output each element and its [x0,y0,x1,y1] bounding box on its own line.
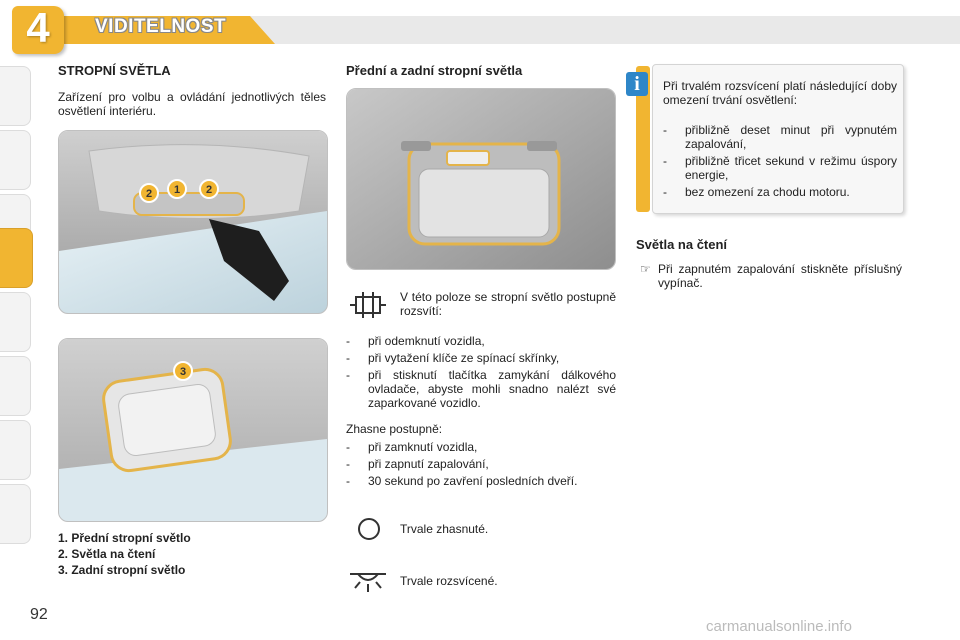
on-conditions-list [346,334,616,413]
off-mode-text: Trvale zhasnuté. [400,522,489,536]
light-on-icon [350,566,386,592]
list-item: - při vytažení klíče ze spínací skřínky, [346,351,616,365]
list-item: - při odemknutí vozidla, [346,334,616,348]
badge-1: 1 [173,184,181,196]
info-list [663,123,897,202]
badge-2-left: 2 [145,188,153,200]
list-item: - při zamknutí vozidla, [346,440,616,454]
door-mode-text: V této poloze se stropní světlo postupně rozsvítí: [400,290,616,318]
light-off-icon [356,516,382,542]
reading-lights-title: Světla na čtení [636,237,728,252]
side-tab-6[interactable] [0,356,31,416]
list-item: - bez omezení za chodu motoru. [663,185,897,199]
chapter-side-tabs [0,60,34,580]
side-tab-5[interactable] [0,292,31,352]
list-item: - přibližně třicet sekund v režimu úspory energie, [663,154,897,182]
legend-item-1: 1. Přední stropní světlo [58,531,191,545]
off-conditions-list [346,440,616,491]
section-title: STROPNÍ SVĚTLA [58,63,171,78]
legend-item-2: 2. Světla na čtení [58,547,156,561]
side-tab-4-active[interactable] [0,228,33,288]
side-tab-8[interactable] [0,484,31,544]
list-item: - 30 sekund po zavření posledních dveří. [346,474,616,488]
info-box [652,64,904,214]
legend-list [58,530,318,578]
off-heading: Zhasne postupně: [346,422,443,436]
pointing-hand-icon: ☞ [640,262,651,276]
legend-item-3: 3. Zadní stropní světlo [58,563,186,577]
chapter-title: VIDITELNOST [95,16,227,37]
badge-2-right: 2 [205,184,213,196]
info-text: Při trvalém rozsvícení platí následující doby omezení trvání osvětlení: [663,79,897,107]
info-icon: i [626,72,648,96]
ceiling-light-closeup-photo [346,88,616,270]
chapter-number: 4 [26,4,50,51]
list-item: - při stisknutí tlačítka zamykání dálkového ovladače, abyste mohli snadno nalézt své zaparkované vozidlo. [346,368,616,410]
front-rear-lights-title: Přední a zadní stropní světla [346,63,523,78]
side-tab-1[interactable] [0,66,31,126]
reading-lights-text: Při zapnutém zapalování stiskněte příslušný vypínač. [658,262,902,290]
watermark: carmanualsonline.info [706,618,852,635]
page-number: 92 [30,606,48,623]
front-ceiling-photo [58,130,328,314]
list-item: - přibližně deset minut při vypnutém zapalování, [663,123,897,151]
side-tab-2[interactable] [0,130,31,190]
on-mode-text: Trvale rozsvícené. [400,574,498,588]
rear-ceiling-photo [58,338,328,522]
side-tab-7[interactable] [0,420,31,480]
intro-text: Zařízení pro volbu a ovládání jednotlivých těles osvětlení interiéru. [58,90,326,118]
door-mode-icon [350,292,386,318]
badge-3: 3 [179,366,187,378]
list-item: - při zapnutí zapalování, [346,457,616,471]
